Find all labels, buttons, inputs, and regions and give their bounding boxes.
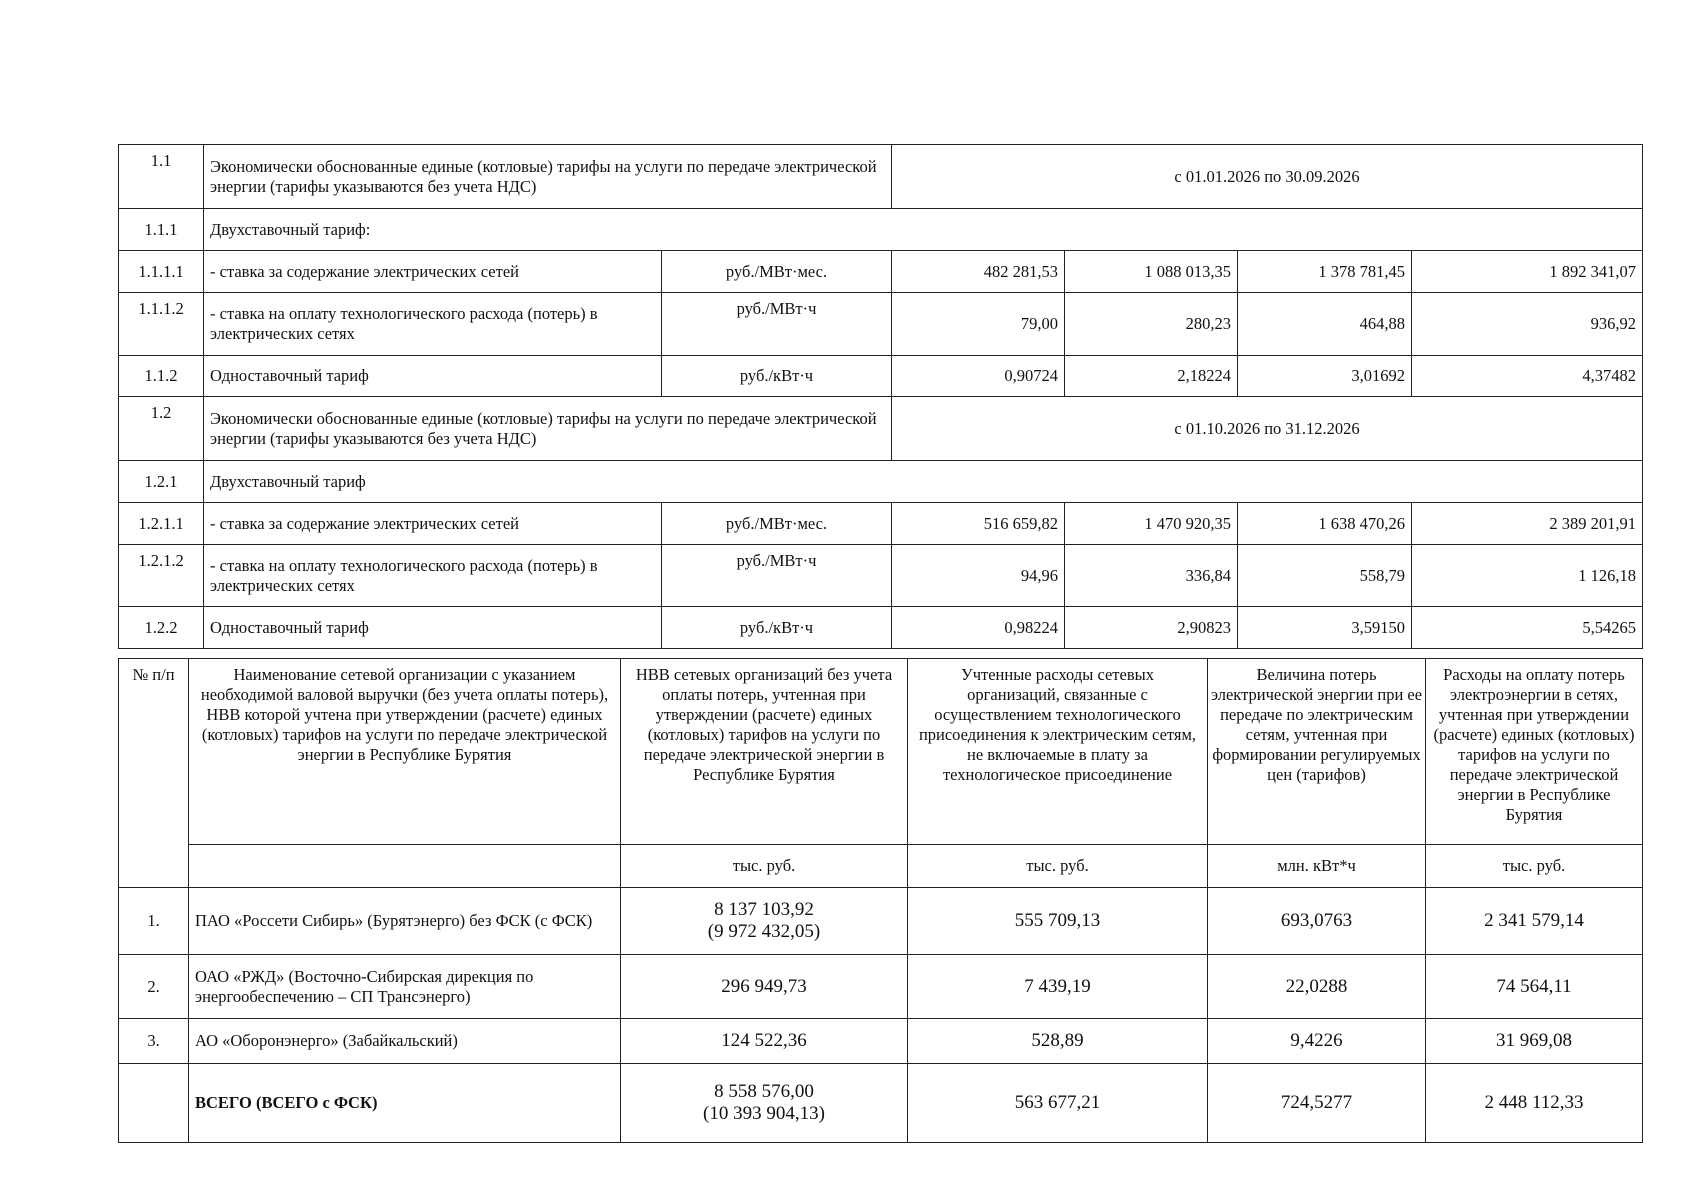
payment-value: 2 341 579,14 [1426,888,1643,955]
row-label: - ставка за содержание электрических сетей [204,251,662,293]
value-cell: 5,54265 [1412,607,1643,649]
value-cell: 1 126,18 [1412,545,1643,607]
losses-value: 22,0288 [1208,955,1426,1019]
unit-cell: руб./МВт·мес. [662,251,892,293]
costs-value: 528,89 [908,1019,1208,1064]
header-payment: Расходы на оплату потерь электроэнергии в сетях, учтенная при утверждении (расчете) единых (котловых) тарифов на услуги по передаче электрической энергии в Республике Бурятия [1426,659,1643,845]
units-row [119,845,1643,888]
total-nvv [621,1064,908,1143]
value-cell: 1 892 341,07 [1412,251,1643,293]
value-cell: 482 281,53 [892,251,1065,293]
tariff-row [119,503,1643,545]
period-label: с 01.01.2026 по 30.09.2026 [892,145,1643,209]
org-name: АО «Оборонэнерго» (Забайкальский) [189,1019,621,1064]
value-cell: 2,90823 [1065,607,1238,649]
section-title: Экономически обоснованные единые (котловые) тарифы на услуги по передаче электрической энергии (тарифы указываются без учета НДС) [204,145,892,209]
org-name: ОАО «РЖД» (Восточно-Сибирская дирекция по энергообеспечению – СП Трансэнерго) [189,955,621,1019]
unit-costs: тыс. руб. [908,845,1208,888]
payment-value: 74 564,11 [1426,955,1643,1019]
header-losses: Величина потерь электрической энергии при ее передаче по электрическим сетям, учтенная при формировании регулируемых цен (тарифов) [1208,659,1426,845]
value-cell: 1 470 920,35 [1065,503,1238,545]
tariff-row [119,251,1643,293]
total-payment: 2 448 112,33 [1426,1064,1643,1143]
value-cell: 1 088 013,35 [1065,251,1238,293]
total-nvv-main: 8 558 576,00 [714,1081,814,1102]
row-label: Двухставочный тариф [204,461,1643,503]
costs-value: 7 439,19 [908,955,1208,1019]
tariff-row [119,293,1643,356]
tariff-row [119,356,1643,397]
row-label: Двухставочный тариф: [204,209,1643,251]
losses-value: 693,0763 [1208,888,1426,955]
table-row [119,955,1643,1019]
row-label: - ставка на оплату технологического расхода (потерь) в электрических сетях [204,293,662,356]
row-number: 1.2.1 [119,461,204,503]
header-name: Наименование сетевой организации с указанием необходимой валовой выручки (без учета оплаты потерь), НВВ которой учтена при утверждении (расчете) единых (котловых) тарифов на услуги по передаче электрической энергии в Республике Бурятия [189,659,621,845]
total-label: ВСЕГО (ВСЕГО с ФСК) [189,1064,621,1143]
unit-cell: руб./кВт·ч [662,607,892,649]
total-losses: 724,5277 [1208,1064,1426,1143]
row-number: 1.2 [119,397,204,461]
value-cell: 4,37482 [1412,356,1643,397]
payment-value: 31 969,08 [1426,1019,1643,1064]
nvv-value-fsk: (9 972 432,05) [707,921,821,942]
subsection-row [119,461,1643,503]
unit-cell: руб./МВт·ч [662,293,892,356]
value-cell: 1 638 470,26 [1238,503,1412,545]
row-number: 1.1.2 [119,356,204,397]
tariff-row [119,607,1643,649]
value-cell: 516 659,82 [892,503,1065,545]
total-costs: 563 677,21 [908,1064,1208,1143]
total-row [119,1064,1643,1143]
value-cell: 0,90724 [892,356,1065,397]
nvv-value: 296 949,73 [621,955,908,1019]
unit-nvv: тыс. руб. [621,845,908,888]
value-cell: 558,79 [1238,545,1412,607]
total-num-empty [119,1064,189,1143]
org-name: ПАО «Россети Сибирь» (Бурятэнерго) без ФСК (с ФСК) [189,888,621,955]
unit-cell: руб./кВт·ч [662,356,892,397]
value-cell: 280,23 [1065,293,1238,356]
value-cell: 3,01692 [1238,356,1412,397]
row-number: 1.2.1.2 [119,545,204,607]
unit-losses: млн. кВт*ч [1208,845,1426,888]
row-number: 1.1 [119,145,204,209]
units-empty [189,845,621,888]
tariffs-table [118,144,1643,649]
row-number: 1.1.1.2 [119,293,204,356]
section-row [119,397,1643,461]
section-title: Экономически обоснованные единые (котловые) тарифы на услуги по передаче электрической энергии (тарифы указываются без учета НДС) [204,397,892,461]
row-number: 1.2.1.1 [119,503,204,545]
table-row [119,1019,1643,1064]
unit-payment: тыс. руб. [1426,845,1643,888]
total-nvv-fsk: (10 393 904,13) [703,1103,825,1124]
value-cell: 464,88 [1238,293,1412,356]
section-row [119,145,1643,209]
nvv-value [621,888,908,955]
value-cell: 2 389 201,91 [1412,503,1643,545]
nvv-value: 124 522,36 [621,1019,908,1064]
header-costs: Учтенные расходы сетевых организаций, связанные с осуществлением технологического присоединения к электрическим сетям, не включаемые в плату за технологическое присоединение [908,659,1208,845]
row-label: Одноставочный тариф [204,607,662,649]
row-number: 2. [119,955,189,1019]
row-label: - ставка на оплату технологического расхода (потерь) в электрических сетях [204,545,662,607]
value-cell: 336,84 [1065,545,1238,607]
period-label: с 01.10.2026 по 31.12.2026 [892,397,1643,461]
tariff-row [119,545,1643,607]
nvv-table [118,658,1643,1143]
header-num: № п/п [119,659,189,888]
row-label: Одноставочный тариф [204,356,662,397]
row-number: 1.2.2 [119,607,204,649]
value-cell: 2,18224 [1065,356,1238,397]
unit-cell: руб./МВт·мес. [662,503,892,545]
table-row [119,888,1643,955]
row-number: 1. [119,888,189,955]
row-label: - ставка за содержание электрических сетей [204,503,662,545]
nvv-value-main: 8 137 103,92 [714,899,814,920]
value-cell: 79,00 [892,293,1065,356]
row-number: 1.1.1.1 [119,251,204,293]
unit-cell: руб./МВт·ч [662,545,892,607]
header-row [119,659,1643,845]
costs-value: 555 709,13 [908,888,1208,955]
value-cell: 936,92 [1412,293,1643,356]
subsection-row [119,209,1643,251]
losses-value: 9,4226 [1208,1019,1426,1064]
value-cell: 1 378 781,45 [1238,251,1412,293]
header-nvv: НВВ сетевых организаций без учета оплаты потерь, учтенная при утверждении (расчете) единых (котловых) тарифов на услуги по передаче электрической энергии в Республике Бурятия [621,659,908,845]
value-cell: 3,59150 [1238,607,1412,649]
row-number: 3. [119,1019,189,1064]
value-cell: 94,96 [892,545,1065,607]
row-number: 1.1.1 [119,209,204,251]
value-cell: 0,98224 [892,607,1065,649]
